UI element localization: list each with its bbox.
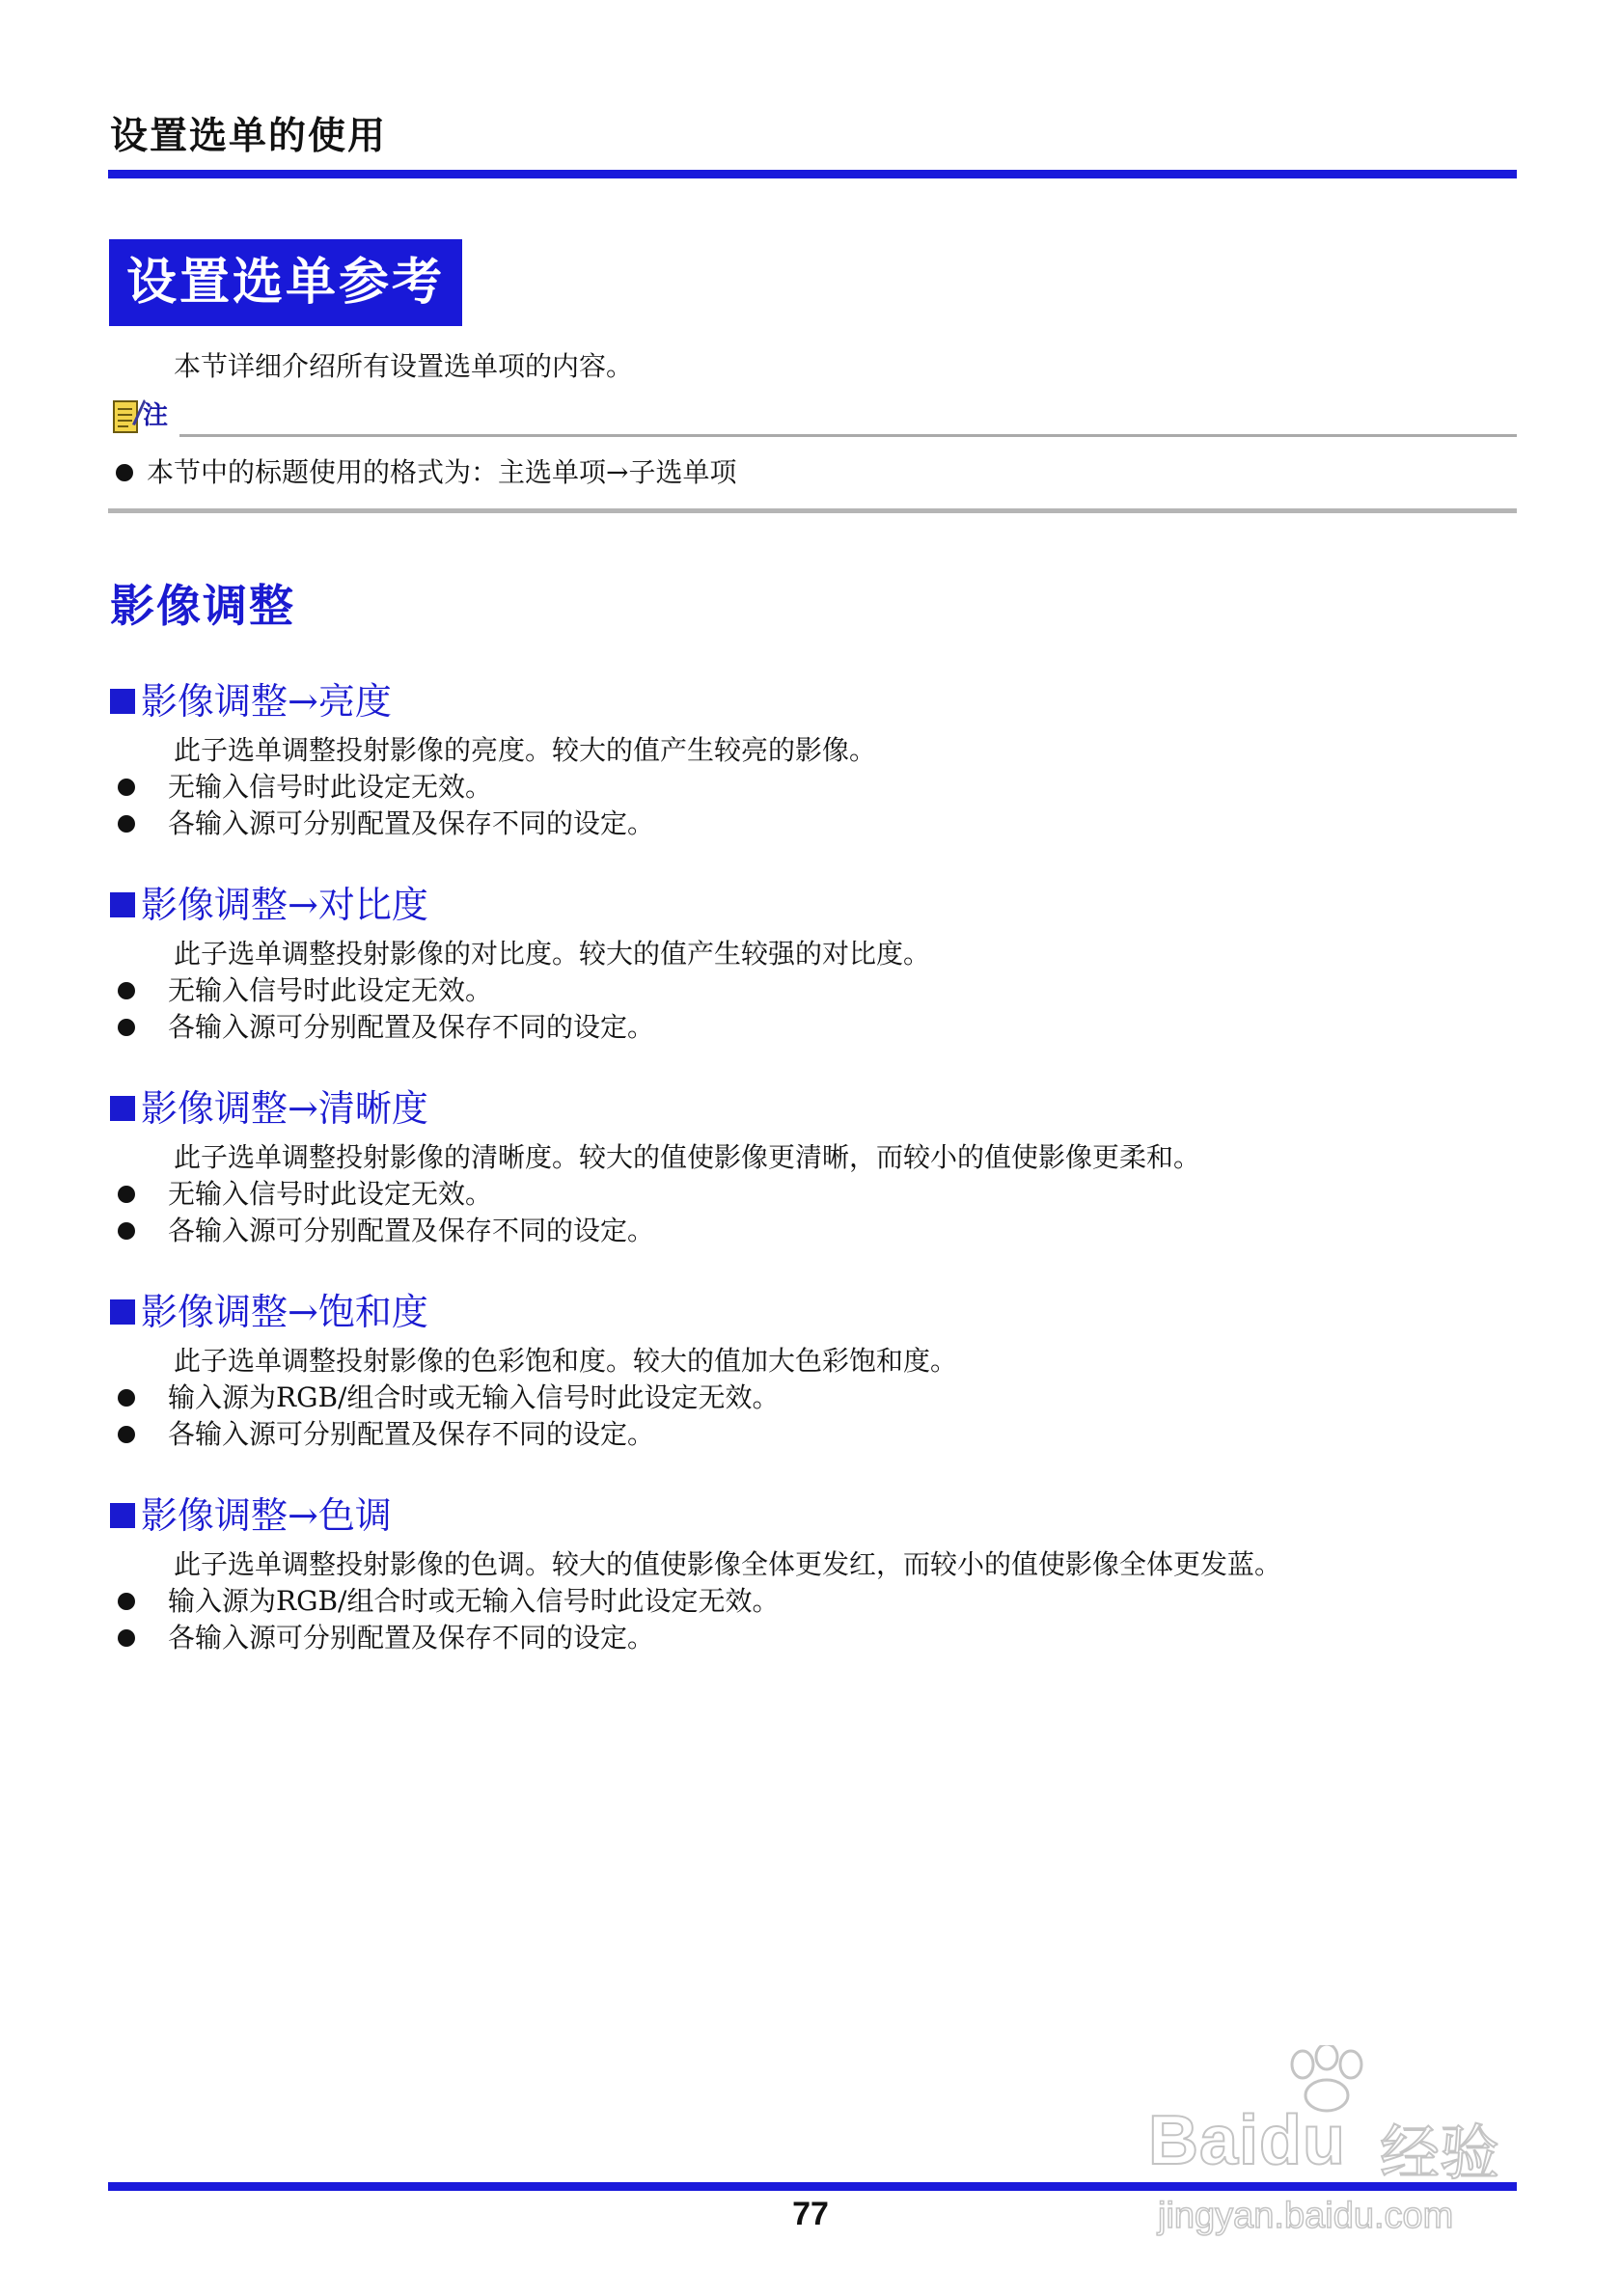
square-bullet-icon bbox=[110, 1096, 135, 1121]
list-item: 各输入源可分别配置及保存不同的设定。 bbox=[118, 806, 1519, 842]
bullet-icon bbox=[118, 1426, 135, 1443]
list-item: 输入源为RGB/组合时或无输入信号时此设定无效。 bbox=[118, 1380, 1519, 1416]
intro-text: 本节详细介绍所有设置选单项的内容。 bbox=[174, 350, 634, 382]
bullet-icon bbox=[118, 1019, 135, 1036]
square-bullet-icon bbox=[110, 1299, 135, 1325]
subsection-title: 影像调整→对比度 bbox=[141, 884, 428, 926]
bullet-icon bbox=[118, 1629, 135, 1647]
list-item: 各输入源可分别配置及保存不同的设定。 bbox=[118, 1620, 1519, 1656]
list-item: 无输入信号时此设定无效。 bbox=[118, 1176, 1519, 1213]
note-item bbox=[116, 453, 736, 492]
subsection-title: 影像调整→色调 bbox=[141, 1494, 392, 1537]
subsection-saturation bbox=[110, 1291, 1519, 1453]
square-bullet-icon bbox=[110, 892, 135, 917]
list-item: 各输入源可分别配置及保存不同的设定。 bbox=[118, 1416, 1519, 1453]
bullet-icon bbox=[118, 815, 135, 833]
chapter-banner: 设置选单参考 bbox=[109, 239, 462, 326]
note-top-rule bbox=[179, 434, 1517, 437]
bullet-icon bbox=[118, 1186, 135, 1203]
subsection-desc: 此子选单调整投射影像的色调。较大的值使影像全体更发红，而较小的值使影像全体更发蓝。 bbox=[174, 1548, 1282, 1580]
subsection-title: 影像调整→饱和度 bbox=[141, 1291, 428, 1333]
bullet-icon bbox=[118, 779, 135, 796]
subsection-desc: 此子选单调整投射影像的色彩饱和度。较大的值加大色彩饱和度。 bbox=[174, 1345, 958, 1377]
bullet-icon bbox=[118, 1222, 135, 1240]
subsection-desc: 此子选单调整投射影像的对比度。较大的值产生较强的对比度。 bbox=[174, 938, 931, 970]
running-title: 设置选单的使用 bbox=[110, 114, 388, 158]
bullet-icon bbox=[116, 464, 133, 481]
subsection-hue bbox=[110, 1494, 1519, 1656]
subsection-contrast bbox=[110, 884, 1519, 1046]
square-bullet-icon bbox=[110, 1503, 135, 1528]
note-icon bbox=[111, 396, 146, 436]
square-bullet-icon bbox=[110, 689, 135, 714]
subsection-desc: 此子选单调整投射影像的清晰度。较大的值使影像更清晰，而较小的值使影像更柔和。 bbox=[174, 1141, 1201, 1173]
subsection-brightness bbox=[110, 680, 1519, 842]
list-item: 无输入信号时此设定无效。 bbox=[118, 972, 1519, 1009]
baidu-jingyan-watermark: Baidu 经验 jingyan.baidu.com bbox=[1148, 2055, 1553, 2238]
header-rule bbox=[108, 170, 1517, 178]
subsection-desc: 此子选单调整投射影像的亮度。较大的值产生较亮的影像。 bbox=[174, 734, 877, 766]
note-label: 注 bbox=[143, 401, 169, 430]
section-title: 影像调整 bbox=[110, 580, 295, 632]
bullet-icon bbox=[118, 1593, 135, 1610]
list-item: 各输入源可分别配置及保存不同的设定。 bbox=[118, 1213, 1519, 1249]
bullet-icon bbox=[118, 1389, 135, 1407]
page-number: 77 bbox=[792, 2196, 829, 2232]
note-item-text: 本节中的标题使用的格式为：主选单项→子选单项 bbox=[147, 456, 737, 488]
subsection-title: 影像调整→亮度 bbox=[141, 680, 392, 723]
note-bottom-rule bbox=[108, 508, 1517, 513]
list-item: 各输入源可分别配置及保存不同的设定。 bbox=[118, 1009, 1519, 1046]
subsection-sharpness bbox=[110, 1087, 1519, 1249]
bullet-icon bbox=[118, 982, 135, 999]
subsection-title: 影像调整→清晰度 bbox=[141, 1087, 428, 1130]
list-item: 无输入信号时此设定无效。 bbox=[118, 769, 1519, 806]
list-item: 输入源为RGB/组合时或无输入信号时此设定无效。 bbox=[118, 1583, 1519, 1620]
